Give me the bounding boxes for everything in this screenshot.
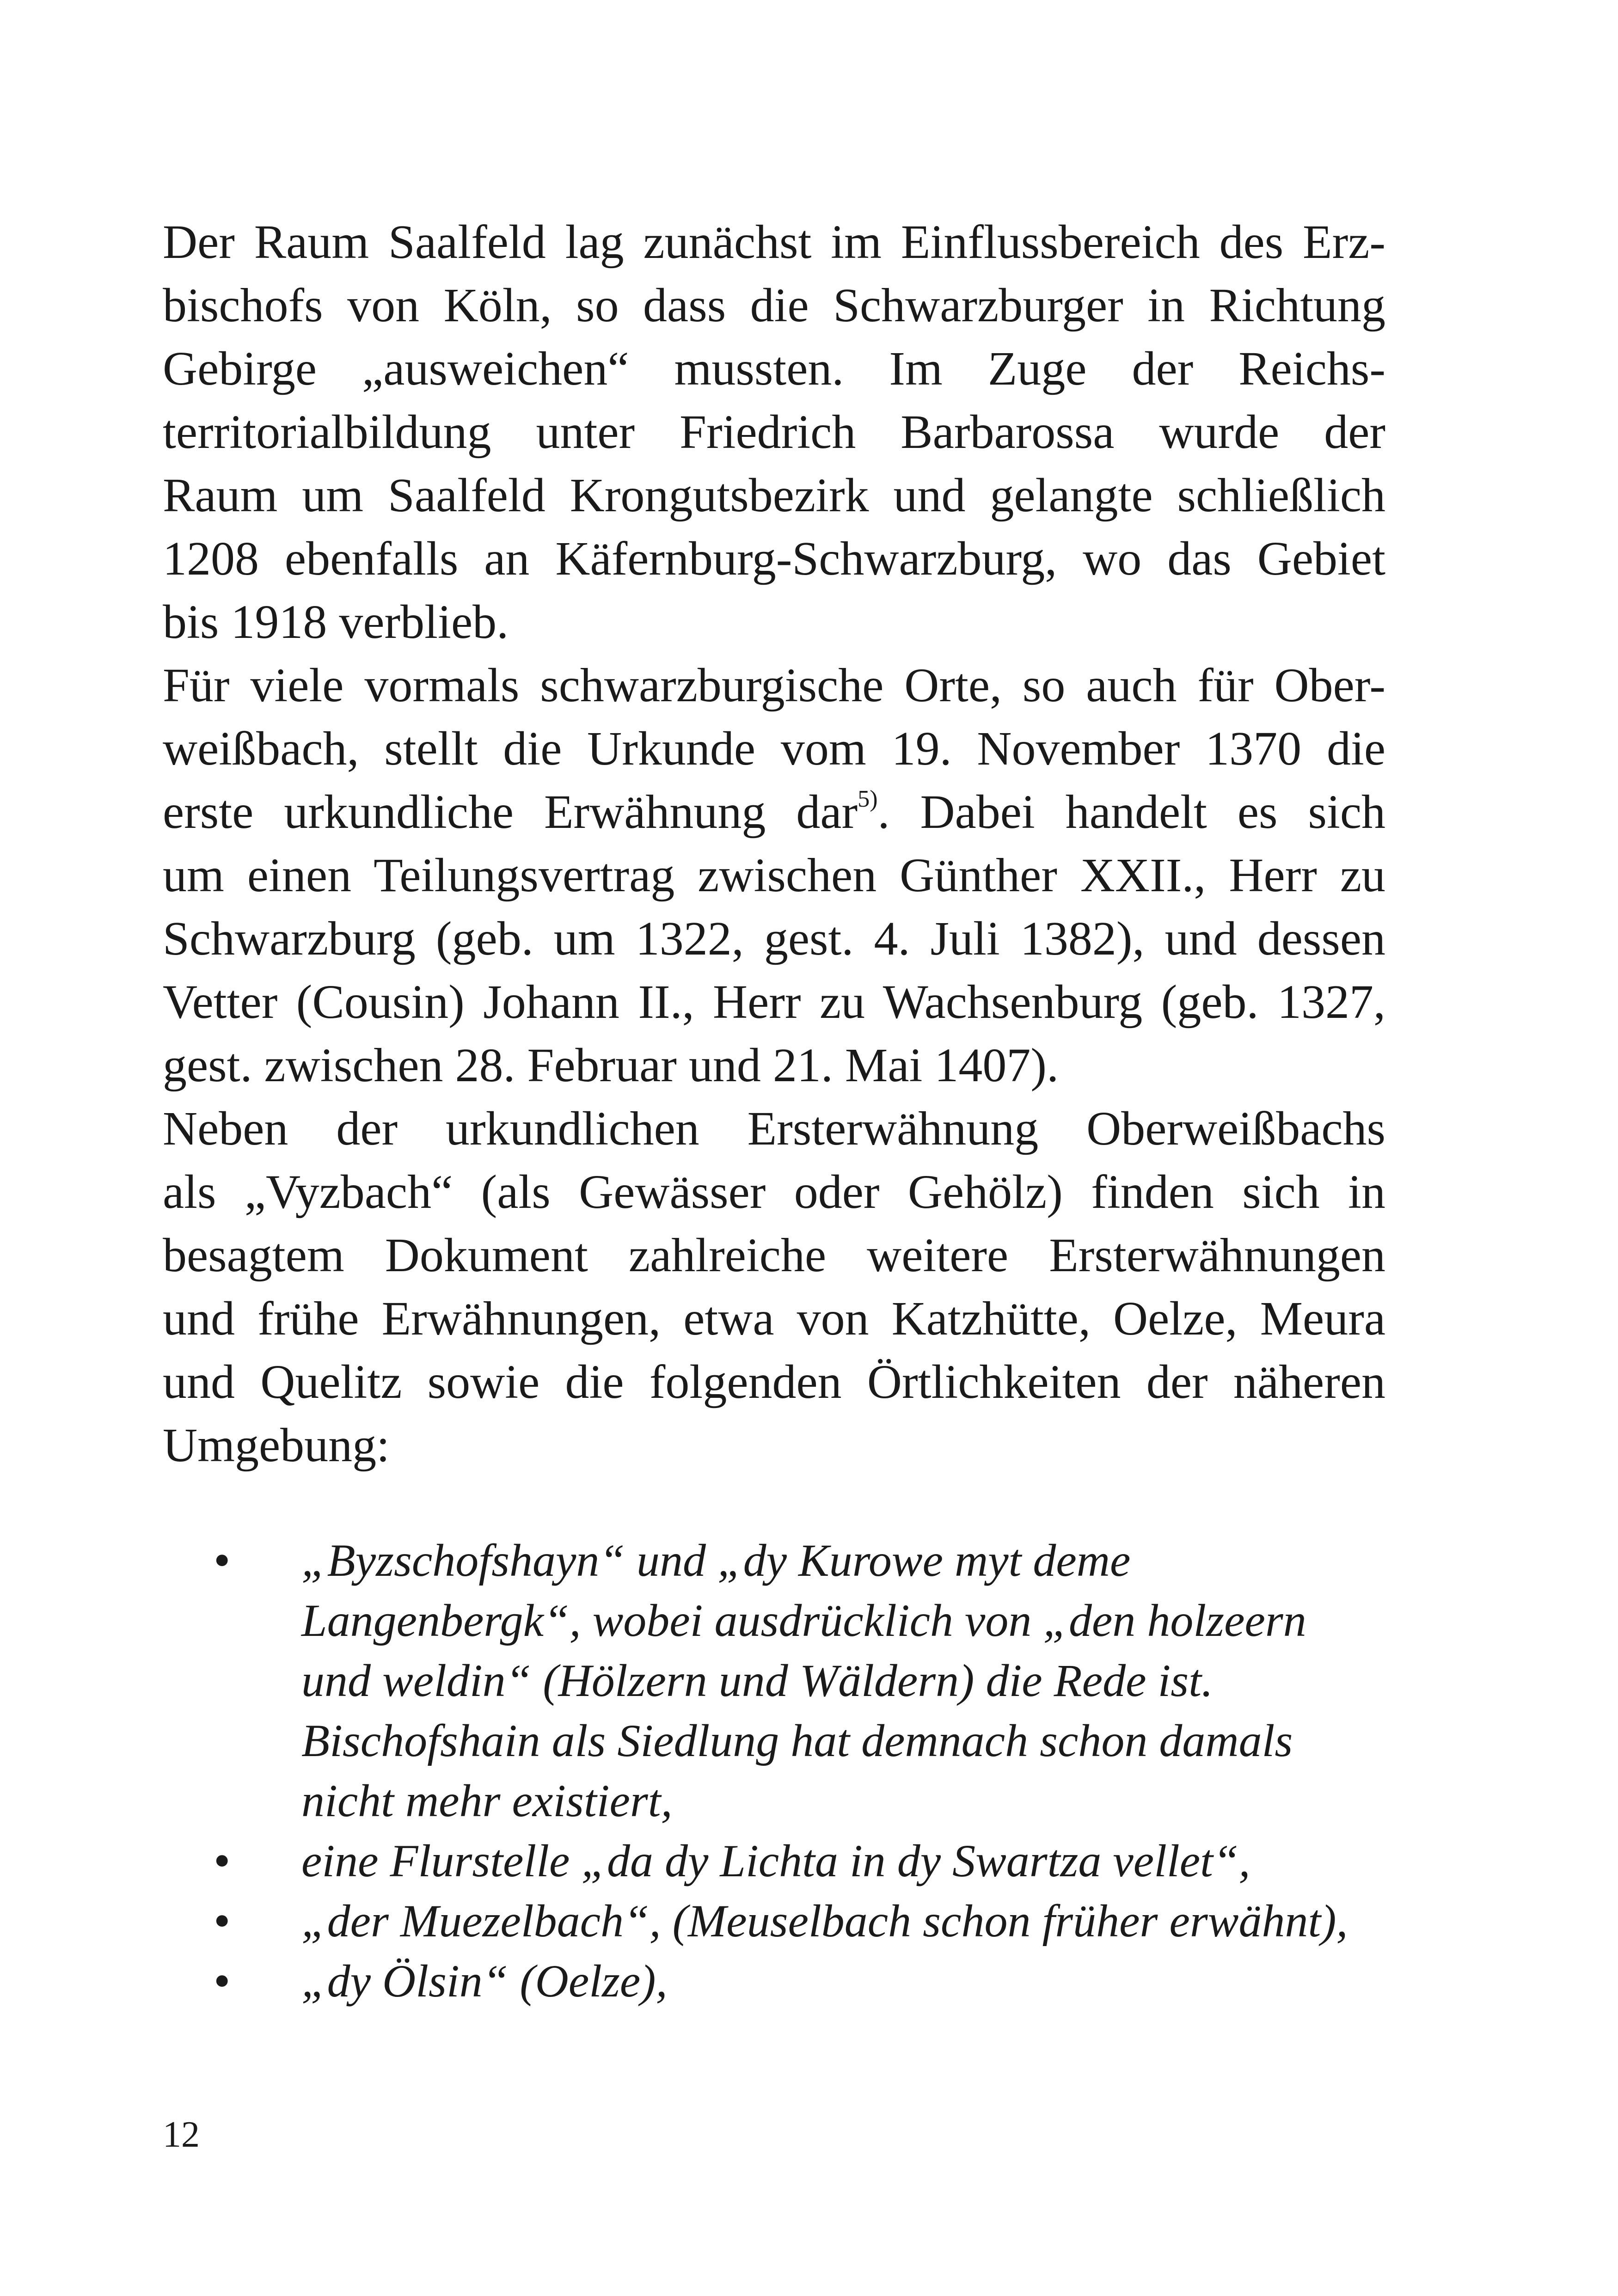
bullet-icon: • <box>214 1954 231 2008</box>
page-number: 12 <box>163 2114 200 2155</box>
list-item-line: „dy Ölsin“ (Oelze), <box>301 1955 668 2007</box>
list-item <box>214 1531 1416 1831</box>
text-line: Schwarzburg (geb. um 1322, gest. 4. Juli 1382), und dessen <box>163 912 1385 965</box>
text-line: und Quelitz sowie die folgenden Örtlichkeiten der näheren <box>163 1355 1385 1408</box>
text-line: besagtem Dokument zahlreiche weitere Ersterwähnungen <box>163 1229 1385 1282</box>
text-line: bischofs von Köln, so dass die Schwarzburger in Richtung <box>163 279 1385 332</box>
text-line: Der Raum Saalfeld lag zunächst im Einflussbereich des Erz- <box>163 215 1385 269</box>
list-item <box>214 1951 1416 2011</box>
list-item <box>214 1831 1416 1891</box>
text-line: Umgebung: <box>163 1419 390 1472</box>
text-line: um einen Teilungsvertrag zwischen Günther XXII., Herr zu <box>163 849 1385 902</box>
text-segment: erste urkundliche Erwähnung dar <box>163 785 858 839</box>
list-item-line: und weldin“ (Hölzern und Wäldern) die Rede ist. <box>301 1655 1213 1706</box>
text-segment: . Dabei handelt es sich <box>877 785 1386 839</box>
text-line: Neben der urkundlichen Ersterwähnung Oberweißbachs <box>163 1102 1385 1155</box>
text-line: und frühe Erwähnungen, etwa von Katzhütte, Oelze, Meura <box>163 1292 1385 1345</box>
text-line: Gebirge „ausweichen“ mussten. Im Zuge der Reichs- <box>163 342 1385 395</box>
text-line: territorialbildung unter Friedrich Barbarossa wurde der <box>163 405 1385 459</box>
bullet-icon: • <box>214 1834 231 1887</box>
bullet-icon: • <box>214 1534 231 1587</box>
list-item-line: „Byzschofshayn“ und „dy Kurowe myt deme <box>301 1535 1131 1586</box>
list-item-line: nicht mehr existiert, <box>301 1775 673 1826</box>
bullet-icon: • <box>214 1894 231 1947</box>
text-line: Raum um Saalfeld Krongutsbezirk und gelangte schließlich <box>163 469 1385 522</box>
text-line: weißbach, stellt die Urkunde vom 19. November 1370 die <box>163 722 1385 775</box>
body-text <box>163 210 1385 1477</box>
text-line: 1208 ebenfalls an Käfernburg-Schwarzburg, wo das Gebiet <box>163 532 1385 585</box>
list-item-line: Bischofshain als Siedlung hat demnach schon damals <box>301 1715 1293 1766</box>
text-line: Vetter (Cousin) Johann II., Herr zu Wachsenburg (geb. 1327, <box>163 975 1385 1029</box>
text-line: als „Vyzbach“ (als Gewässer oder Gehölz) finden sich in <box>163 1165 1385 1218</box>
list-item <box>214 1891 1416 1951</box>
text-line: gest. zwischen 28. Februar und 21. Mai 1407). <box>163 1039 1059 1092</box>
bullet-list <box>214 1531 1416 2011</box>
footnote-marker: 5) <box>858 786 878 812</box>
text-line-with-footnote <box>163 780 1385 844</box>
text-line: Für viele vormals schwarzburgische Orte, so auch für Ober- <box>163 659 1385 712</box>
list-item-line: „der Muezelbach“, (Meuselbach schon früher erwähnt), <box>301 1895 1348 1947</box>
list-item-line: Langenbergk“, wobei ausdrücklich von „den holzeern <box>301 1595 1306 1646</box>
list-item-line: eine Flurstelle „da dy Lichta in dy Swartza vellet“, <box>301 1835 1250 1886</box>
text-line: bis 1918 verblieb. <box>163 595 509 649</box>
